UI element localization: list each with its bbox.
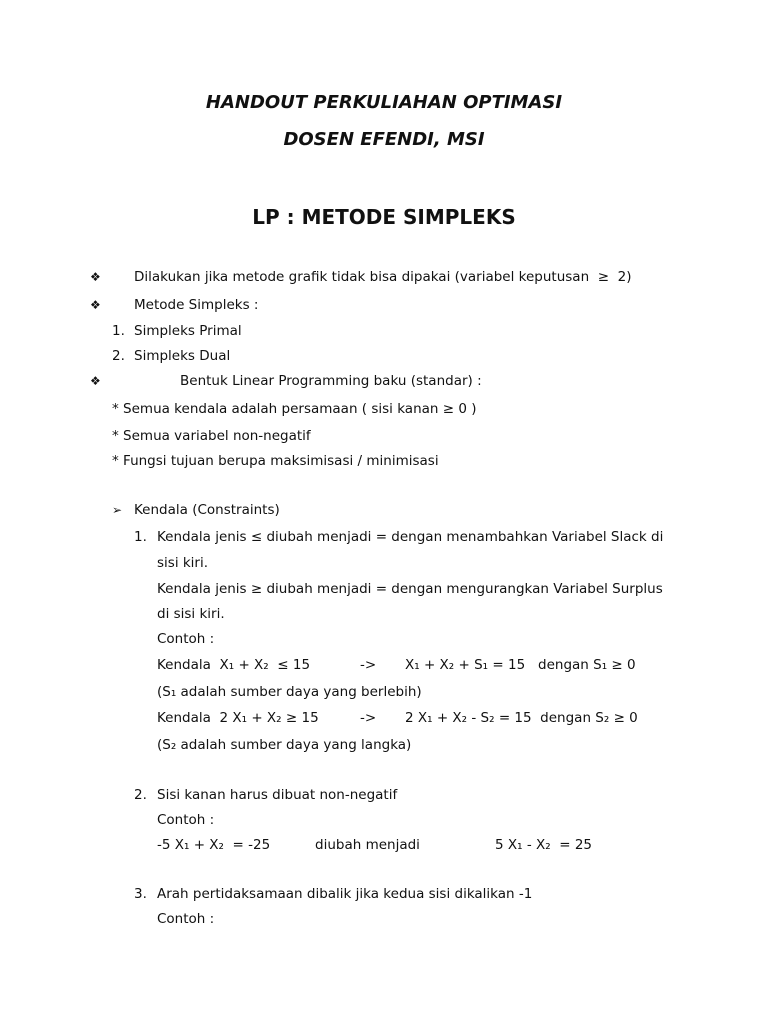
- example-1-arrow: ->: [360, 657, 377, 673]
- example-2-arrow: ->: [360, 710, 377, 726]
- example-1-right: X₁ + X₂ + S₁ = 15 dengan S₁ ≥ 0: [405, 657, 636, 673]
- list-item: Simpleks Dual: [134, 348, 231, 364]
- list-number: 2.: [112, 348, 125, 364]
- kendala-3-line-1: Arah pertidaksamaan dibalik jika kedua sisi dikalikan -1: [157, 886, 533, 902]
- bullet-1-text: Dilakukan jika metode grafik tidak bisa dipakai (variabel keputusan ≥ 2): [134, 269, 632, 285]
- diamond-bullet-icon: ❖: [90, 298, 101, 312]
- standar-item: * Semua kendala adalah persamaan ( sisi kanan ≥ 0 ): [112, 401, 477, 417]
- list-number: 2.: [134, 787, 147, 803]
- list-item: Simpleks Primal: [134, 323, 242, 339]
- example-3-middle: diubah menjadi: [315, 837, 420, 853]
- page-title: LP : METODE SIMPLEKS: [252, 205, 516, 229]
- contoh-label: Contoh :: [157, 812, 215, 828]
- kendala-1-line-1: Kendala jenis ≤ diubah menjadi = dengan menambahkan Variabel Slack di: [157, 529, 664, 545]
- standar-item: * Fungsi tujuan berupa maksimisasi / minimisasi: [112, 453, 439, 469]
- standar-item: * Semua variabel non-negatif: [112, 428, 311, 444]
- example-3-right: 5 X₁ - X₂ = 25: [495, 837, 593, 853]
- bullet-3-text: Bentuk Linear Programming baku (standar) :: [180, 373, 482, 389]
- contoh-label: Contoh :: [157, 631, 215, 647]
- kendala-heading: Kendala (Constraints): [134, 502, 280, 518]
- diamond-bullet-icon: ❖: [90, 374, 101, 388]
- example-1-left: Kendala X₁ + X₂ ≤ 15: [157, 657, 311, 673]
- example-2-right: 2 X₁ + X₂ - S₂ = 15 dengan S₂ ≥ 0: [405, 710, 638, 726]
- list-number: 1.: [134, 529, 147, 545]
- kendala-1-line-2: sisi kiri.: [157, 555, 209, 571]
- bullet-2-text: Metode Simpleks :: [134, 297, 259, 313]
- contoh-label: Contoh :: [157, 911, 215, 927]
- example-1-note: (S₁ adalah sumber daya yang berlebih): [157, 684, 422, 700]
- example-2-left: Kendala 2 X₁ + X₂ ≥ 15: [157, 710, 319, 726]
- header-line-2: DOSEN EFENDI, MSI: [283, 129, 485, 150]
- example-3-left: -5 X₁ + X₂ = -25: [157, 837, 271, 853]
- list-number: 3.: [134, 886, 147, 902]
- example-2-note: (S₂ adalah sumber daya yang langka): [157, 737, 412, 753]
- header-line-1: HANDOUT PERKULIAHAN OPTIMASI: [205, 92, 563, 113]
- list-number: 1.: [112, 323, 125, 339]
- kendala-1-line-4: di sisi kiri.: [157, 606, 225, 622]
- kendala-2-line-1: Sisi kanan harus dibuat non-negatif: [157, 787, 398, 803]
- arrowhead-bullet-icon: ➢: [112, 503, 123, 517]
- kendala-1-line-3: Kendala jenis ≥ diubah menjadi = dengan mengurangkan Variabel Surplus: [157, 581, 663, 597]
- diamond-bullet-icon: ❖: [90, 270, 101, 284]
